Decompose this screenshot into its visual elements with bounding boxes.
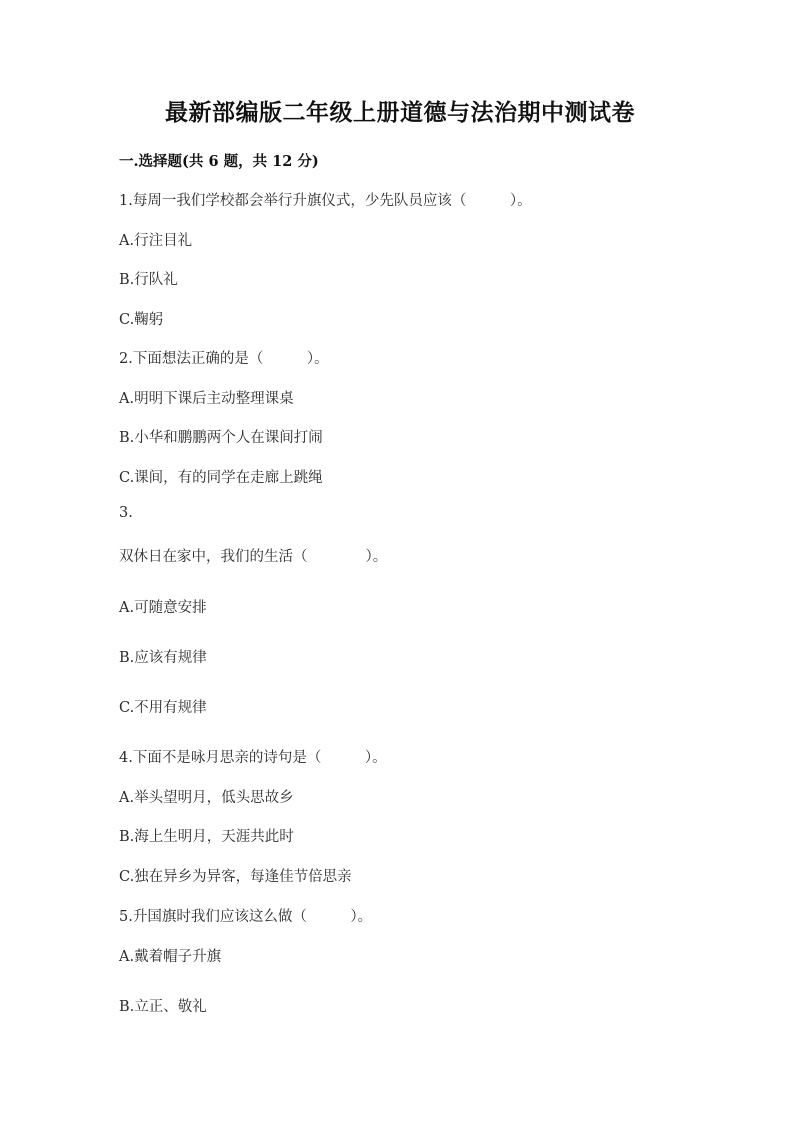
question-4-option-c: C.独在异乡为异客，每逢佳节倍思亲 [119,869,352,885]
question-5-option-b: B.立正、敬礼 [119,999,207,1015]
question-5-option-a: A.戴着帽子升旗 [119,949,222,965]
question-2-option-a: A.明明下课后主动整理课桌 [119,391,294,407]
question-3-stem: 双休日在家中，我们的生活（ ）。 [119,549,388,565]
question-1-option-a: A.行注目礼 [119,233,193,249]
question-3-option-b: B.应该有规律 [119,650,207,666]
question-3-option-c: C.不用有规律 [119,700,207,716]
question-2-stem: 2.下面想法正确的是（ ）。 [119,351,329,367]
question-3-number: 3. [119,505,133,521]
section-heading: 一.选择题(共 6 题，共 12 分) [119,153,319,170]
question-1-option-b: B.行队礼 [119,272,178,288]
question-3-option-a: A.可随意安排 [119,600,207,616]
question-4-option-a: A.举头望明月，低头思故乡 [119,790,294,806]
question-2-option-b: B.小华和鹏鹏两个人在课间打闹 [119,430,323,446]
question-2-option-c: C.课间，有的同学在走廊上跳绳 [119,470,323,486]
question-4-stem: 4.下面不是咏月思亲的诗句是（ ）。 [119,750,387,766]
exam-title: 最新部编版二年级上册道德与法治期中测试卷 [165,99,635,126]
question-4-option-b: B.海上生明月，天涯共此时 [119,829,294,845]
question-1-stem: 1.每周一我们学校都会举行升旗仪式，少先队员应该（ ）。 [119,193,532,209]
question-5-stem: 5.升国旗时我们应该这么做（ ）。 [119,909,373,925]
question-1-option-c: C.鞠躬 [119,312,164,328]
